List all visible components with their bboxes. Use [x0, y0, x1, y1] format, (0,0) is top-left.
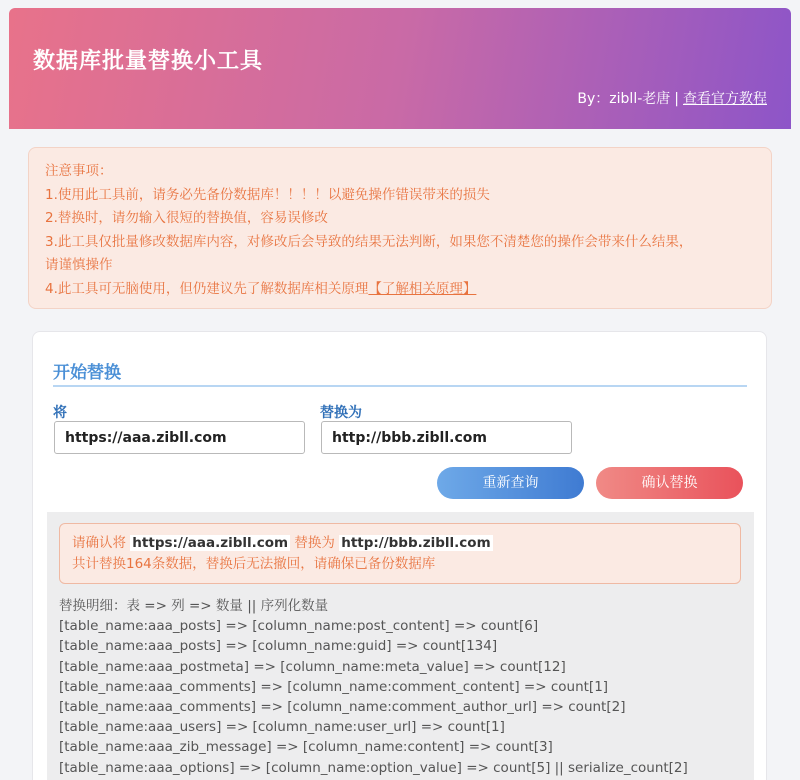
author-line	[577, 88, 767, 108]
detail-row: [table_name:aaa_comments] => [column_name:comment_content] => count[1]	[59, 678, 609, 695]
detail-heading: 替换明细：表 => 列 => 数量 || 序列化数量	[59, 598, 329, 614]
confirm-replace-button[interactable]: 确认替换	[596, 467, 743, 499]
from-label: 将	[53, 405, 67, 421]
to-input[interactable]	[321, 421, 572, 454]
replace-detail-list	[59, 596, 749, 778]
notice-item-3: 3.此工具仅批量修改数据库内容，对修改后会导致的结果无法判断，如果您不清楚您的操作会带来什么结果，	[45, 233, 693, 250]
confirm-summary: 共计替换164条数据，替换后无法撤回，请确保已备份数据库	[72, 556, 436, 572]
notice-item-4-text: 4.此工具可无脑使用，但仍建议先了解数据库相关原理	[45, 280, 369, 297]
replace-section-title: 开始替换	[53, 363, 121, 383]
notice-box	[28, 147, 772, 309]
detail-row: [table_name:aaa_posts] => [column_name:post_content] => count[6]	[59, 618, 539, 635]
detail-row: [table_name:aaa_zib_message] => [column_name:content] => count[3]	[59, 739, 553, 756]
notice-heading: 注意事项：	[45, 163, 113, 179]
from-input[interactable]	[54, 421, 305, 454]
detail-row: [table_name:aaa_comments] => [column_name:comment_author_url] => count[2]	[59, 699, 626, 716]
to-label: 替换为	[320, 405, 362, 421]
replace-card	[32, 331, 767, 780]
detail-row: [table_name:aaa_posts] => [column_name:guid] => count[134]	[59, 638, 498, 655]
title-divider	[53, 385, 747, 387]
author-label: By：zibll-老唐	[577, 91, 671, 107]
notice-item-1: 1.使用此工具前，请务必先备份数据库！！！！以避免操作错误带来的损失	[45, 186, 490, 203]
header-banner	[9, 8, 791, 129]
confirm-message	[59, 523, 741, 584]
page-title: 数据库批量替换小工具	[33, 49, 264, 74]
notice-item-4	[45, 278, 755, 302]
notice-item-2: 2.替换时，请勿输入很短的替换值，容易误修改	[45, 210, 328, 226]
author-separator: |	[674, 91, 679, 107]
confirm-prefix: 请确认将	[72, 535, 126, 551]
confirm-from-url: https://aaa.zibll.com	[132, 535, 289, 551]
detail-row: [table_name:aaa_postmeta] => [column_name:meta_value] => count[12]	[59, 658, 566, 675]
detail-row: [table_name:aaa_users] => [column_name:user_url] => count[1]	[59, 719, 505, 736]
principle-link[interactable]: 【了解相关原理】	[368, 280, 477, 297]
tutorial-link[interactable]: 查看官方教程	[683, 91, 767, 107]
result-panel	[47, 512, 754, 780]
requery-button[interactable]: 重新查询	[437, 467, 584, 499]
confirm-to-url: http://bbb.zibll.com	[341, 535, 491, 551]
detail-row: [table_name:aaa_options] => [column_name:option_value] => count[5] || serialize_count[2]	[59, 759, 688, 776]
notice-item-3-cont: 请谨慎操作	[45, 257, 113, 273]
confirm-line	[72, 533, 728, 554]
confirm-mid: 替换为	[294, 535, 335, 551]
